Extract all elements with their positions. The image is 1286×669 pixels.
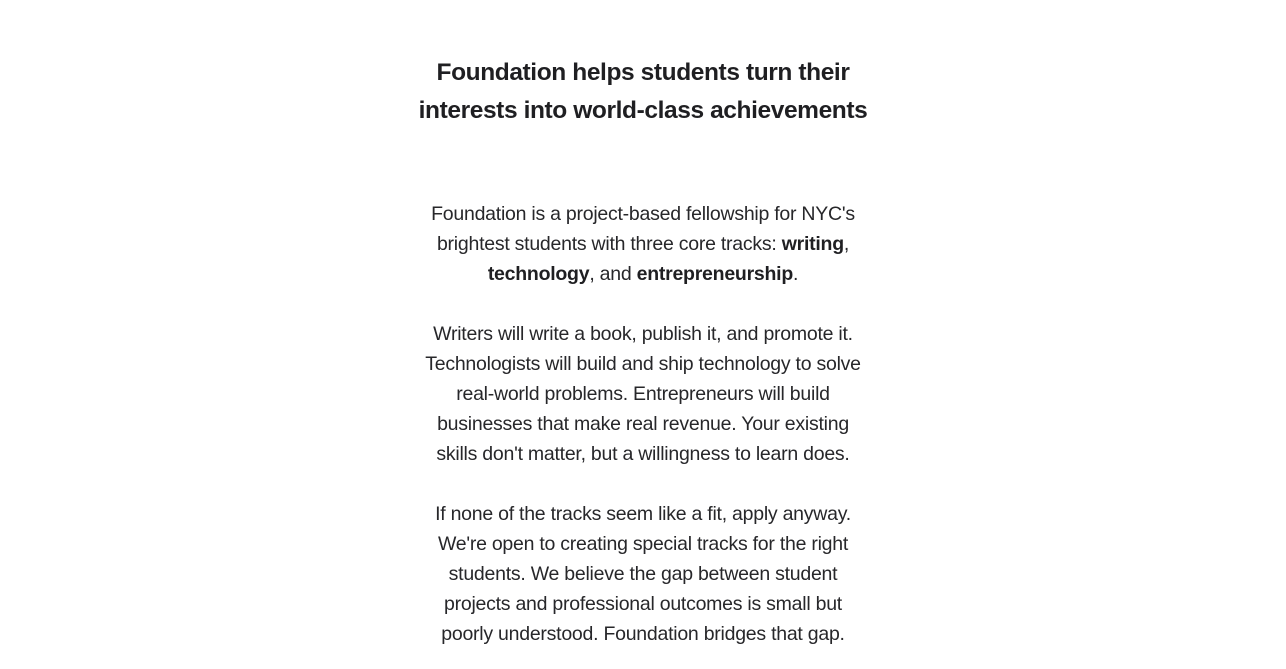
intro-line: Foundation is a project-based fellowship for NYC's: [431, 203, 855, 225]
apply-line: If none of the tracks seem like a fit, apply anyway.: [435, 503, 851, 525]
track-entrepreneurship: entrepreneurship: [636, 263, 793, 285]
apply-line: poorly understood. Foundation bridges that gap.: [441, 623, 845, 645]
apply-line: projects and professional outcomes is small but: [444, 593, 842, 615]
intro-text: ,: [843, 233, 850, 255]
intro-text: , and: [589, 263, 637, 285]
apply-line: students. We believe the gap between student: [448, 563, 838, 585]
tracks-line: businesses that make real revenue. Your existing: [437, 413, 849, 435]
intro-text: .: [793, 263, 799, 285]
tracks-line: Technologists will build and ship technology to solve: [425, 353, 861, 375]
intro-text: brightest students with three core tracks:: [436, 233, 782, 255]
intro-line: [0, 262, 1286, 286]
apply-line: We're open to creating special tracks for the right: [437, 533, 849, 555]
track-writing: writing: [781, 233, 844, 255]
tracks-line: Writers will write a book, publish it, and promote it.: [433, 323, 853, 345]
page-title-line-2: interests into world-class achievements: [418, 97, 868, 124]
page-title-line-1: Foundation helps students turn their: [436, 59, 850, 86]
intro-line: [0, 232, 1286, 256]
tracks-line: skills don't matter, but a willingness to learn does.: [436, 443, 850, 465]
tracks-line: real-world problems. Entrepreneurs will build: [456, 383, 830, 405]
track-technology: technology: [487, 263, 590, 285]
